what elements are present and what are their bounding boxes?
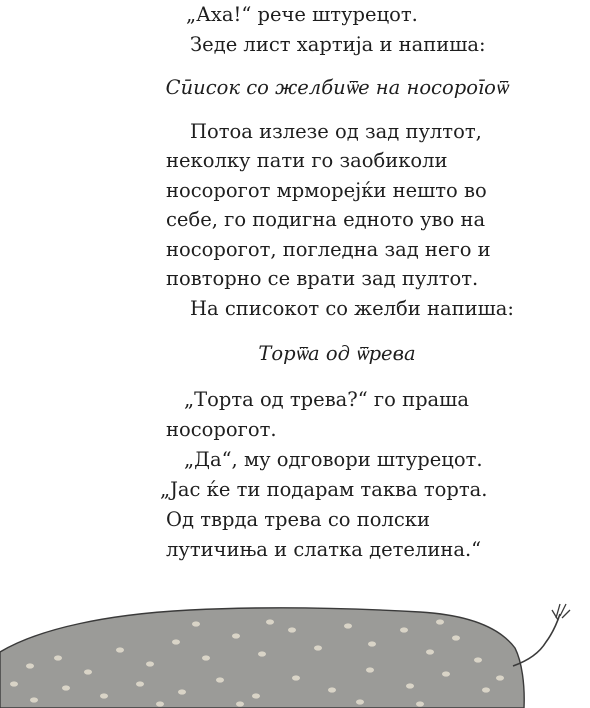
- hide-spot: [400, 627, 408, 632]
- text-line: лутичиња и слатка детелина.“: [166, 538, 482, 561]
- hide-spot: [232, 633, 240, 638]
- text-line: „Торта од трева?“ го праша: [184, 388, 469, 411]
- text-line: На списокот со желби напиша:: [190, 297, 514, 320]
- hide-spot: [10, 681, 18, 686]
- hide-spot: [192, 621, 200, 626]
- rhinoceros-body: [0, 608, 524, 708]
- hide-spot: [288, 627, 296, 632]
- hide-spot: [258, 651, 266, 656]
- text-line: Од тврда трева со полски: [166, 508, 430, 531]
- hide-spot: [314, 645, 322, 650]
- hide-spot: [416, 701, 424, 706]
- hide-spot: [146, 661, 154, 666]
- hide-spot: [178, 689, 186, 694]
- hide-spot: [116, 647, 124, 652]
- rhinoceros-illustration: [0, 600, 590, 708]
- hide-spot: [426, 649, 434, 654]
- hide-spot: [54, 655, 62, 660]
- hide-spot: [30, 697, 38, 702]
- hide-spot: [236, 701, 244, 706]
- hide-spot: [328, 687, 336, 692]
- hide-spot: [100, 693, 108, 698]
- hide-spot: [292, 675, 300, 680]
- text-line: „Да“, му одговори штурецот.: [184, 448, 483, 471]
- hide-spot: [442, 671, 450, 676]
- hide-spot: [436, 619, 444, 624]
- rhinoceros-tail: [513, 614, 560, 666]
- text-line: „Јас ќе ти подарам таква торта.: [160, 478, 488, 501]
- hide-spot: [366, 667, 374, 672]
- hide-spot: [202, 655, 210, 660]
- text-line: неколку пати го заобиколи: [166, 149, 448, 172]
- text-line: носорогот.: [166, 418, 277, 441]
- hide-spot: [136, 681, 144, 686]
- text-line: себе, го подигна едното уво на: [166, 208, 486, 231]
- wishlist-title: Сӣисок со желбиѿе на носороīоѿ: [165, 76, 509, 99]
- hide-spot: [216, 677, 224, 682]
- tail-tuft: [552, 604, 570, 620]
- hide-spot: [368, 641, 376, 646]
- hide-spot: [62, 685, 70, 690]
- hide-spot: [266, 619, 274, 624]
- text-line: носорогот мрморејќи нешто во: [166, 179, 487, 202]
- text-line: повторно се врати зад пултот.: [166, 267, 479, 290]
- text-line: Потоа излезе од зад пултот,: [190, 120, 482, 143]
- hide-spot: [406, 683, 414, 688]
- hide-spot: [84, 669, 92, 674]
- wishlist-item: Торѿа од ѿрева: [258, 342, 416, 365]
- text-line: „Аха!“ рече штурецот.: [186, 3, 418, 26]
- hide-spot: [344, 623, 352, 628]
- hide-spot: [156, 701, 164, 706]
- hide-spot: [452, 635, 460, 640]
- hide-spot: [356, 699, 364, 704]
- hide-spot: [474, 657, 482, 662]
- hide-spot: [252, 693, 260, 698]
- hide-spot: [26, 663, 34, 668]
- text-line: носорогот, погледна зад него и: [166, 238, 491, 261]
- text-line: Зеде лист хартија и напиша:: [190, 33, 486, 56]
- hide-spot: [482, 687, 490, 692]
- hide-spot: [172, 639, 180, 644]
- hide-spot: [496, 675, 504, 680]
